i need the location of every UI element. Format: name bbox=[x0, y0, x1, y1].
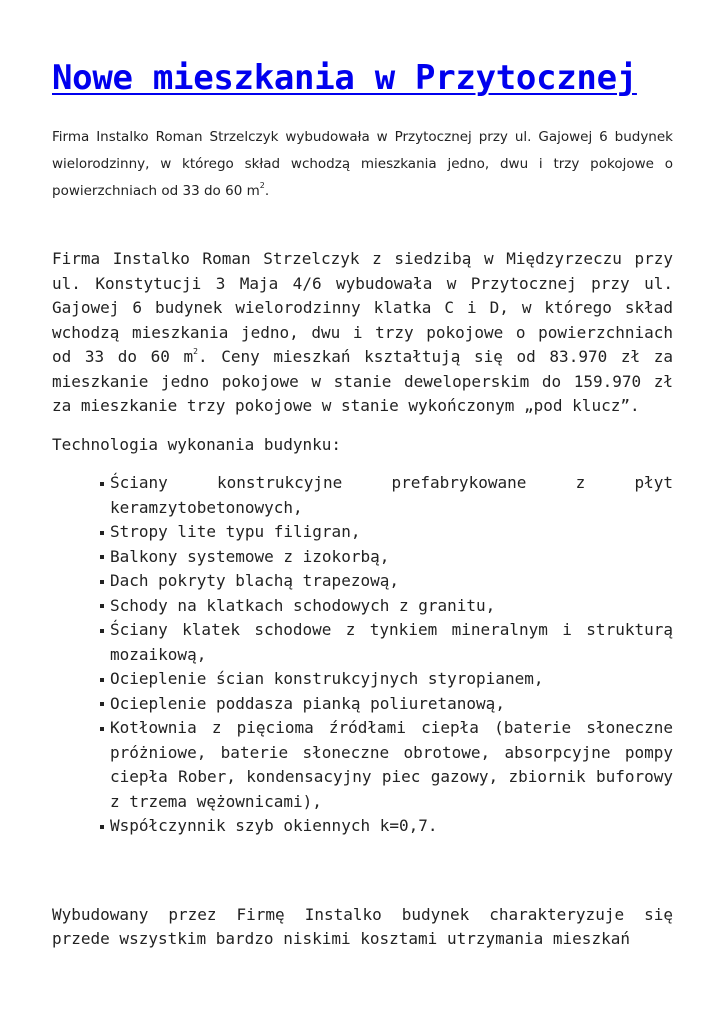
list-item: Dach pokryty blachą trapezową, bbox=[100, 569, 673, 594]
list-item: Balkony systemowe z izokorbą, bbox=[100, 545, 673, 570]
technology-heading: Technologia wykonania budynku: bbox=[52, 434, 341, 454]
list-item: Ocieplenie poddasza pianką poliuretanową, bbox=[100, 692, 673, 717]
lead-text: Firma Instalko Roman Strzelczyk wybudowała w Przytocznej przy ul. Gajowej 6 budynek wielorodzinny, w którego skład wchodzą mieszkania jedno, dwu i trzy pokojowe o powierzchniach od 33 do 60 m bbox=[52, 129, 673, 199]
technology-list bbox=[52, 471, 673, 839]
list-item: Kotłownia z pięcioma źródłami ciepła (baterie słoneczne próżniowe, baterie słoneczne obrotowe, absorpcyjne pompy ciepła Rober, kondensacyjny piec gazowy, zbiornik buforowy z trzema wężownicami), bbox=[100, 716, 673, 814]
list-item: Schody na klatkach schodowych z granitu, bbox=[100, 594, 673, 619]
list-item: Ściany konstrukcyjne prefabrykowane z płyt keramzytobetonowych, bbox=[100, 471, 673, 520]
list-item: Ściany klatek schodowe z tynkiem mineralnym i strukturą mozaikową, bbox=[100, 618, 673, 667]
list-item: Ocieplenie ścian konstrukcyjnych styropianem, bbox=[100, 667, 673, 692]
article bbox=[52, 0, 673, 952]
lead-superscript: 2 bbox=[259, 180, 265, 190]
paragraph-company bbox=[52, 247, 673, 419]
paragraph-company-superscript: 2 bbox=[193, 346, 198, 356]
article-lead bbox=[52, 124, 673, 205]
article-title[interactable]: Nowe mieszkania w Przytocznej bbox=[52, 58, 637, 98]
lead-end: . bbox=[264, 183, 270, 199]
list-item: Współczynnik szyb okiennych k=0,7. bbox=[100, 814, 673, 839]
list-item: Stropy lite typu filigran, bbox=[100, 520, 673, 545]
paragraph-company-text: Firma Instalko Roman Strzelczyk z siedzibą w Międzyrzeczu przy ul. Konstytucji 3 Maja 4/6 wybudowała w Przytocznej przy ul. Gajowej 6 budynek wielorodzinny klatka C i D, w którego skład wchodzą mieszkania jedno, dwu i trzy pokojowe o powierzchniach od 33 do 60 m bbox=[52, 249, 673, 366]
paragraph-company-end: . Ceny mieszkań kształtują się od 83.970 zł za mieszkanie jedno pokojowe w stanie deweloperskim do 159.970 zł za mieszkanie trzy pokojowe w stanie wykończonym „pod klucz”. bbox=[52, 347, 673, 415]
paragraph-summary: Wybudowany przez Firmę Instalko budynek charakteryzuje się przede wszystkim bardzo niskimi kosztami utrzymania mieszkań bbox=[52, 904, 673, 948]
